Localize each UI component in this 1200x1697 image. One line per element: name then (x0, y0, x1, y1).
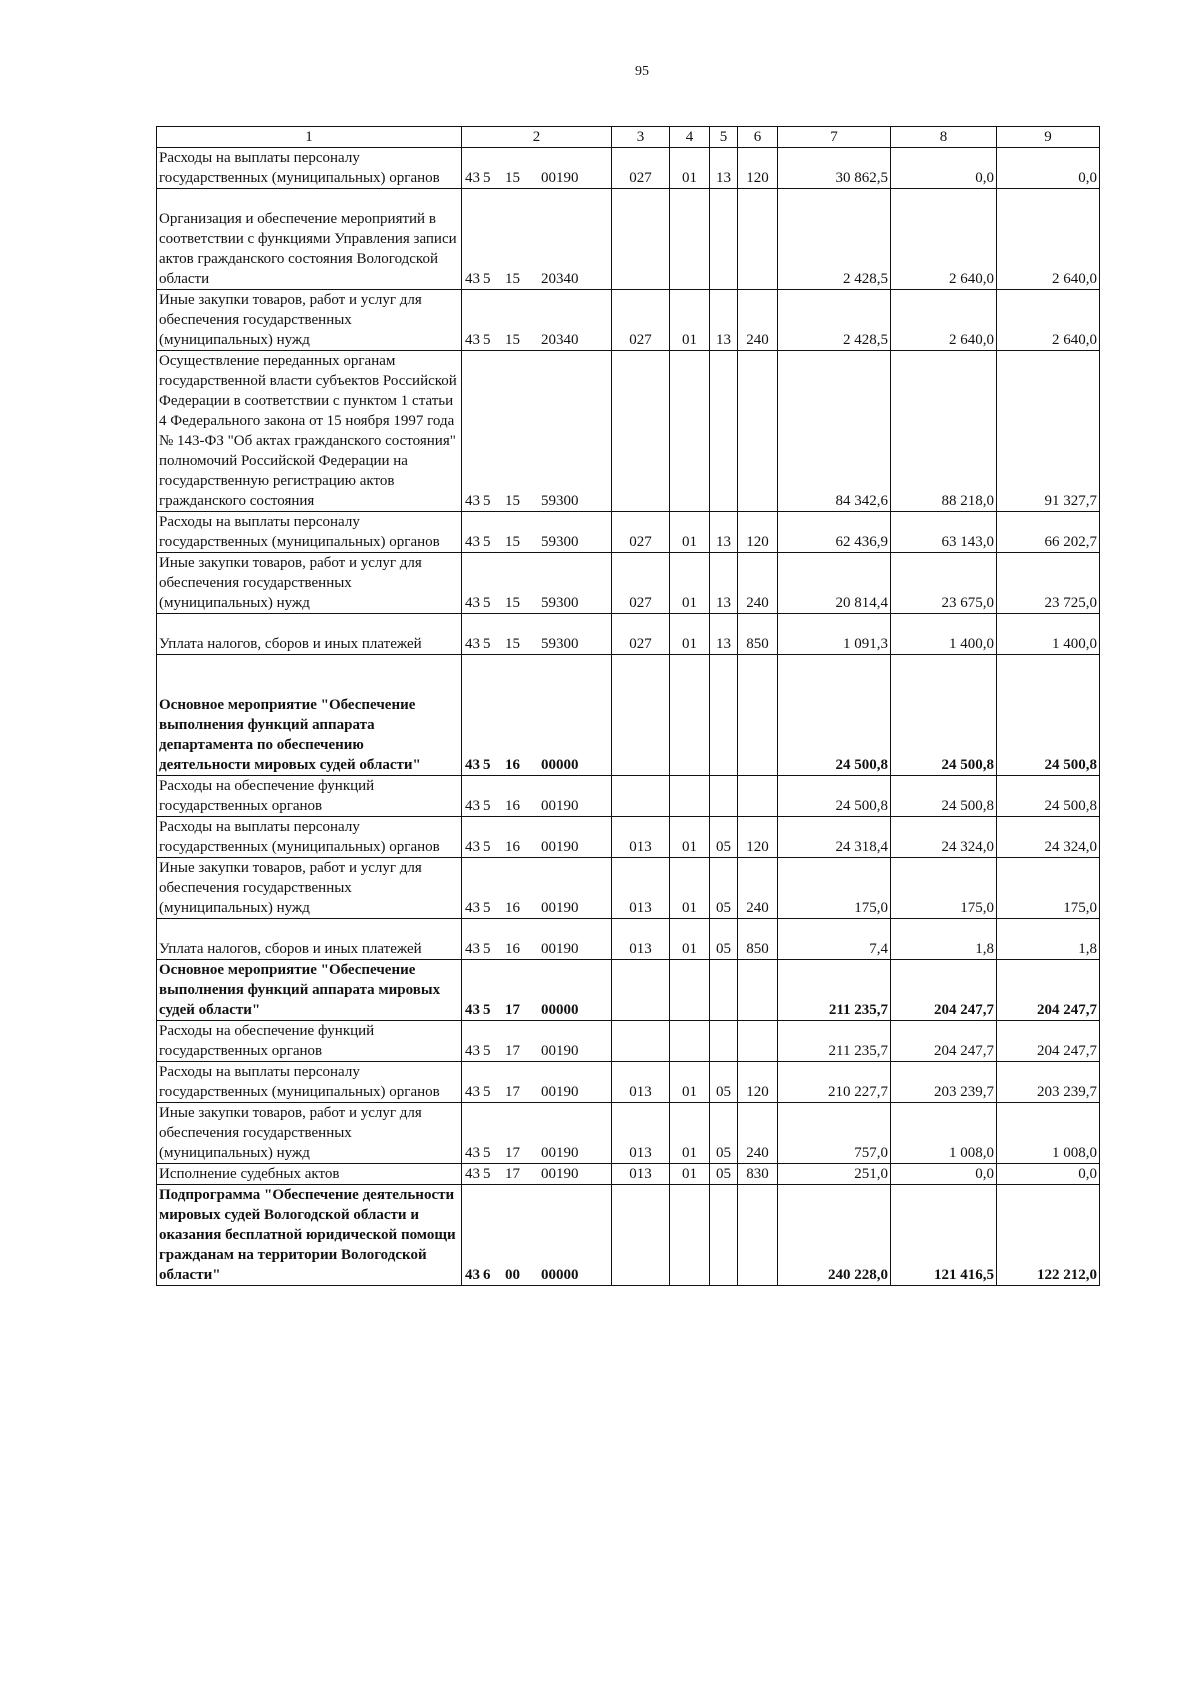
code-part: 5 (483, 941, 491, 957)
row-code-cell (462, 189, 612, 290)
row-col3-cell: 013 (612, 1164, 670, 1185)
row-value9-cell: 2 640,0 (997, 189, 1100, 290)
table-row (157, 858, 1100, 919)
code-part: 43 (465, 534, 480, 550)
code-part: 5 (483, 900, 491, 916)
table-row (157, 553, 1100, 614)
code-part: 43 (465, 798, 480, 814)
row-col5-cell: 13 (710, 553, 738, 614)
row-value9-cell: 204 247,7 (997, 960, 1100, 1021)
code-part: 5 (483, 636, 491, 652)
row-value9-cell: 1 400,0 (997, 614, 1100, 655)
row-value9-cell: 24 500,8 (997, 776, 1100, 817)
code-part: 17 (505, 1084, 520, 1100)
code-part: 5 (483, 757, 491, 773)
row-col5-cell: 05 (710, 1164, 738, 1185)
code-part: 43 (465, 839, 480, 855)
row-col5-cell (710, 189, 738, 290)
row-code-cell (462, 1185, 612, 1286)
row-col6-cell: 240 (738, 553, 778, 614)
row-col4-cell (670, 1021, 710, 1062)
table-row (157, 817, 1100, 858)
row-col5-cell (710, 960, 738, 1021)
code-part: 43 (465, 1084, 480, 1100)
row-col3-cell (612, 960, 670, 1021)
row-value8-cell: 0,0 (891, 148, 997, 189)
row-value9-cell: 66 202,7 (997, 512, 1100, 553)
code-part: 43 (465, 170, 480, 186)
row-code-cell (462, 919, 612, 960)
code-part: 00000 (541, 1002, 579, 1018)
row-col4-cell: 01 (670, 614, 710, 655)
row-col5-cell (710, 351, 738, 512)
header-cell: 4 (670, 127, 710, 148)
row-value7-cell: 7,4 (778, 919, 891, 960)
row-name-cell: Расходы на выплаты персоналу государственных (муниципальных) органов (157, 148, 462, 189)
row-value8-cell: 63 143,0 (891, 512, 997, 553)
row-value9-cell: 23 725,0 (997, 553, 1100, 614)
row-col4-cell: 01 (670, 290, 710, 351)
code-part: 5 (483, 534, 491, 550)
row-col4-cell (670, 351, 710, 512)
code-part: 59300 (541, 636, 579, 652)
row-col4-cell: 01 (670, 1164, 710, 1185)
code-part: 43 (465, 271, 480, 287)
row-code-cell (462, 148, 612, 189)
row-value7-cell: 757,0 (778, 1103, 891, 1164)
code-part: 00190 (541, 839, 579, 855)
table-row (157, 1062, 1100, 1103)
code-part: 43 (465, 1145, 480, 1161)
table-row (157, 189, 1100, 290)
row-value8-cell: 2 640,0 (891, 290, 997, 351)
table-row (157, 148, 1100, 189)
row-value9-cell: 0,0 (997, 1164, 1100, 1185)
row-col3-cell: 027 (612, 148, 670, 189)
row-value7-cell: 24 500,8 (778, 776, 891, 817)
row-col6-cell: 240 (738, 1103, 778, 1164)
row-col4-cell: 01 (670, 858, 710, 919)
row-col3-cell (612, 776, 670, 817)
row-name-cell: Расходы на обеспечение функций государственных органов (157, 1021, 462, 1062)
row-value7-cell: 1 091,3 (778, 614, 891, 655)
row-value9-cell: 24 500,8 (997, 655, 1100, 776)
code-part: 15 (505, 636, 520, 652)
row-code-cell (462, 1062, 612, 1103)
row-col3-cell (612, 1185, 670, 1286)
row-col4-cell (670, 1185, 710, 1286)
row-value9-cell: 2 640,0 (997, 290, 1100, 351)
code-part: 43 (465, 941, 480, 957)
row-code-cell (462, 614, 612, 655)
code-part: 00 (505, 1267, 520, 1283)
row-value8-cell: 1 008,0 (891, 1103, 997, 1164)
code-part: 6 (483, 1267, 491, 1283)
code-part: 17 (505, 1145, 520, 1161)
code-part: 16 (505, 941, 520, 957)
row-value8-cell: 121 416,5 (891, 1185, 997, 1286)
code-part: 00000 (541, 757, 579, 773)
row-code-cell (462, 512, 612, 553)
row-value8-cell: 1,8 (891, 919, 997, 960)
code-part: 15 (505, 595, 520, 611)
code-part: 16 (505, 839, 520, 855)
row-col4-cell: 01 (670, 1062, 710, 1103)
code-part: 43 (465, 1043, 480, 1059)
row-code-cell (462, 290, 612, 351)
row-value8-cell: 24 324,0 (891, 817, 997, 858)
row-code-cell (462, 817, 612, 858)
code-part: 5 (483, 332, 491, 348)
row-code-cell (462, 960, 612, 1021)
row-col4-cell: 01 (670, 553, 710, 614)
code-part: 16 (505, 900, 520, 916)
header-cell: 1 (157, 127, 462, 148)
row-value7-cell: 240 228,0 (778, 1185, 891, 1286)
row-value8-cell: 175,0 (891, 858, 997, 919)
code-part: 17 (505, 1002, 520, 1018)
row-name-cell: Основное мероприятие "Обеспечение выполнения функций аппарата департамента по обеспечению деятельности мировых судей области" (157, 655, 462, 776)
row-col3-cell: 027 (612, 614, 670, 655)
row-col5-cell (710, 655, 738, 776)
code-part: 00190 (541, 900, 579, 916)
row-name-cell: Основное мероприятие "Обеспечение выполнения функций аппарата мировых судей области" (157, 960, 462, 1021)
row-value9-cell: 1,8 (997, 919, 1100, 960)
row-code-cell (462, 1164, 612, 1185)
row-value7-cell: 24 318,4 (778, 817, 891, 858)
row-name-cell: Иные закупки товаров, работ и услуг для обеспечения государственных (муниципальных) нужд (157, 553, 462, 614)
code-part: 5 (483, 493, 491, 509)
code-part: 43 (465, 332, 480, 348)
code-part: 15 (505, 271, 520, 287)
header-cell: 8 (891, 127, 997, 148)
table-row (157, 1185, 1100, 1286)
row-value9-cell: 175,0 (997, 858, 1100, 919)
row-col6-cell: 830 (738, 1164, 778, 1185)
code-part: 5 (483, 1002, 491, 1018)
row-col6-cell (738, 1185, 778, 1286)
table-body (157, 148, 1100, 1286)
row-code-cell (462, 351, 612, 512)
row-name-cell: Осуществление переданных органам государственной власти субъектов Российской Федерации в соответствии с пунктом 1 статьи 4 Федерального закона от 15 ноября 1997 года № 143-ФЗ "Об актах гражданского состояния" полномочий Российской Федерации на государственную регистрацию актов гражданского состояния (157, 351, 462, 512)
row-col5-cell: 13 (710, 614, 738, 655)
row-value8-cell: 203 239,7 (891, 1062, 997, 1103)
row-name-cell: Расходы на выплаты персоналу государственных (муниципальных) органов (157, 817, 462, 858)
code-part: 5 (483, 170, 491, 186)
row-name-cell: Иные закупки товаров, работ и услуг для обеспечения государственных (муниципальных) нужд (157, 858, 462, 919)
code-part: 15 (505, 332, 520, 348)
row-col3-cell: 027 (612, 553, 670, 614)
code-part: 5 (483, 1084, 491, 1100)
code-part: 15 (505, 534, 520, 550)
row-name-cell: Расходы на выплаты персоналу государственных (муниципальных) органов (157, 1062, 462, 1103)
row-col5-cell (710, 776, 738, 817)
code-part: 15 (505, 170, 520, 186)
row-name-cell: Иные закупки товаров, работ и услуг для обеспечения государственных (муниципальных) нужд (157, 290, 462, 351)
row-col6-cell: 850 (738, 614, 778, 655)
row-value8-cell: 0,0 (891, 1164, 997, 1185)
code-part: 43 (465, 636, 480, 652)
code-part: 5 (483, 271, 491, 287)
row-col6-cell: 240 (738, 290, 778, 351)
header-cell: 6 (738, 127, 778, 148)
code-part: 59300 (541, 493, 579, 509)
row-col4-cell (670, 189, 710, 290)
row-value8-cell: 24 500,8 (891, 655, 997, 776)
code-part: 15 (505, 493, 520, 509)
row-col3-cell: 013 (612, 1062, 670, 1103)
row-col4-cell (670, 776, 710, 817)
row-col4-cell (670, 655, 710, 776)
row-col3-cell (612, 655, 670, 776)
row-code-cell (462, 1021, 612, 1062)
row-col6-cell (738, 655, 778, 776)
code-part: 00190 (541, 1166, 579, 1182)
row-value7-cell: 20 814,4 (778, 553, 891, 614)
row-col6-cell (738, 189, 778, 290)
row-value8-cell: 204 247,7 (891, 1021, 997, 1062)
code-part: 5 (483, 798, 491, 814)
row-value7-cell: 210 227,7 (778, 1062, 891, 1103)
row-name-cell: Уплата налогов, сборов и иных платежей (157, 614, 462, 655)
header-cell: 3 (612, 127, 670, 148)
row-value7-cell: 211 235,7 (778, 1021, 891, 1062)
row-col4-cell (670, 960, 710, 1021)
code-part: 5 (483, 1166, 491, 1182)
table-row (157, 290, 1100, 351)
table-row (157, 776, 1100, 817)
budget-table (156, 126, 1100, 1286)
row-value7-cell: 24 500,8 (778, 655, 891, 776)
row-col6-cell: 850 (738, 919, 778, 960)
code-part: 20340 (541, 332, 579, 348)
row-value8-cell: 1 400,0 (891, 614, 997, 655)
row-col3-cell (612, 351, 670, 512)
header-cell: 9 (997, 127, 1100, 148)
row-col3-cell: 013 (612, 858, 670, 919)
table-row (157, 919, 1100, 960)
header-cell: 5 (710, 127, 738, 148)
row-col6-cell (738, 1021, 778, 1062)
code-part: 00000 (541, 1267, 579, 1283)
row-col4-cell: 01 (670, 919, 710, 960)
row-col3-cell (612, 1021, 670, 1062)
table-row (157, 614, 1100, 655)
row-name-cell: Исполнение судебных актов (157, 1164, 462, 1185)
table-row (157, 1021, 1100, 1062)
row-value7-cell: 211 235,7 (778, 960, 891, 1021)
code-part: 17 (505, 1166, 520, 1182)
page-number: 95 (635, 64, 649, 79)
code-part: 43 (465, 595, 480, 611)
row-col3-cell: 013 (612, 817, 670, 858)
row-name-cell: Иные закупки товаров, работ и услуг для обеспечения государственных (муниципальных) нужд (157, 1103, 462, 1164)
row-col5-cell: 13 (710, 290, 738, 351)
code-part: 59300 (541, 595, 579, 611)
row-code-cell (462, 655, 612, 776)
code-part: 43 (465, 1267, 480, 1283)
row-col3-cell: 027 (612, 512, 670, 553)
row-value7-cell: 62 436,9 (778, 512, 891, 553)
row-code-cell (462, 776, 612, 817)
row-value9-cell: 91 327,7 (997, 351, 1100, 512)
header-cell: 7 (778, 127, 891, 148)
row-col3-cell: 013 (612, 919, 670, 960)
row-col6-cell (738, 351, 778, 512)
code-part: 43 (465, 900, 480, 916)
table-row (157, 655, 1100, 776)
row-value8-cell: 88 218,0 (891, 351, 997, 512)
row-col5-cell: 13 (710, 512, 738, 553)
row-col6-cell: 120 (738, 512, 778, 553)
code-part: 00190 (541, 1084, 579, 1100)
row-value9-cell: 204 247,7 (997, 1021, 1100, 1062)
row-name-cell: Организация и обеспечение мероприятий в соответствии с функциями Управления записи актов гражданского состояния Вологодской области (157, 189, 462, 290)
row-col6-cell: 240 (738, 858, 778, 919)
code-part: 16 (505, 757, 520, 773)
row-value7-cell: 84 342,6 (778, 351, 891, 512)
header-cell: 2 (462, 127, 612, 148)
row-col4-cell: 01 (670, 817, 710, 858)
row-col4-cell: 01 (670, 1103, 710, 1164)
code-part: 00190 (541, 798, 579, 814)
row-col5-cell: 05 (710, 817, 738, 858)
row-col5-cell: 05 (710, 858, 738, 919)
row-value9-cell: 24 324,0 (997, 817, 1100, 858)
code-part: 43 (465, 493, 480, 509)
code-part: 00190 (541, 941, 579, 957)
table-row (157, 1103, 1100, 1164)
row-value8-cell: 204 247,7 (891, 960, 997, 1021)
row-col6-cell (738, 960, 778, 1021)
row-value8-cell: 24 500,8 (891, 776, 997, 817)
code-part: 00190 (541, 1043, 579, 1059)
table-row (157, 1164, 1100, 1185)
row-col6-cell (738, 776, 778, 817)
header-row (157, 127, 1100, 148)
row-col6-cell: 120 (738, 1062, 778, 1103)
row-col6-cell: 120 (738, 148, 778, 189)
code-part: 5 (483, 1145, 491, 1161)
row-value7-cell: 2 428,5 (778, 189, 891, 290)
row-code-cell (462, 1103, 612, 1164)
row-col5-cell (710, 1185, 738, 1286)
row-value9-cell: 1 008,0 (997, 1103, 1100, 1164)
code-part: 5 (483, 839, 491, 855)
row-col5-cell (710, 1021, 738, 1062)
row-value7-cell: 2 428,5 (778, 290, 891, 351)
row-name-cell: Подпрограмма "Обеспечение деятельности мировых судей Вологодской области и оказания бесплатной юридической помощи гражданам на территории Вологодской области" (157, 1185, 462, 1286)
table-row (157, 351, 1100, 512)
code-part: 20340 (541, 271, 579, 287)
row-col3-cell: 027 (612, 290, 670, 351)
row-name-cell: Расходы на выплаты персоналу государственных (муниципальных) органов (157, 512, 462, 553)
row-col5-cell: 05 (710, 919, 738, 960)
row-name-cell: Расходы на обеспечение функций государственных органов (157, 776, 462, 817)
row-value8-cell: 2 640,0 (891, 189, 997, 290)
code-part: 43 (465, 1002, 480, 1018)
row-col5-cell: 05 (710, 1062, 738, 1103)
row-value7-cell: 175,0 (778, 858, 891, 919)
code-part: 5 (483, 595, 491, 611)
row-code-cell (462, 553, 612, 614)
code-part: 00190 (541, 1145, 579, 1161)
row-col5-cell: 13 (710, 148, 738, 189)
row-value9-cell: 122 212,0 (997, 1185, 1100, 1286)
row-value9-cell: 0,0 (997, 148, 1100, 189)
row-col5-cell: 05 (710, 1103, 738, 1164)
row-value8-cell: 23 675,0 (891, 553, 997, 614)
row-col6-cell: 120 (738, 817, 778, 858)
row-col4-cell: 01 (670, 148, 710, 189)
row-col3-cell (612, 189, 670, 290)
row-name-cell: Уплата налогов, сборов и иных платежей (157, 919, 462, 960)
row-value7-cell: 30 862,5 (778, 148, 891, 189)
code-part: 5 (483, 1043, 491, 1059)
row-value9-cell: 203 239,7 (997, 1062, 1100, 1103)
code-part: 43 (465, 1166, 480, 1182)
code-part: 16 (505, 798, 520, 814)
row-code-cell (462, 858, 612, 919)
row-col3-cell: 013 (612, 1103, 670, 1164)
table-row (157, 960, 1100, 1021)
table-row (157, 512, 1100, 553)
code-part: 59300 (541, 534, 579, 550)
row-value7-cell: 251,0 (778, 1164, 891, 1185)
row-col4-cell: 01 (670, 512, 710, 553)
code-part: 17 (505, 1043, 520, 1059)
code-part: 00190 (541, 170, 579, 186)
code-part: 43 (465, 757, 480, 773)
